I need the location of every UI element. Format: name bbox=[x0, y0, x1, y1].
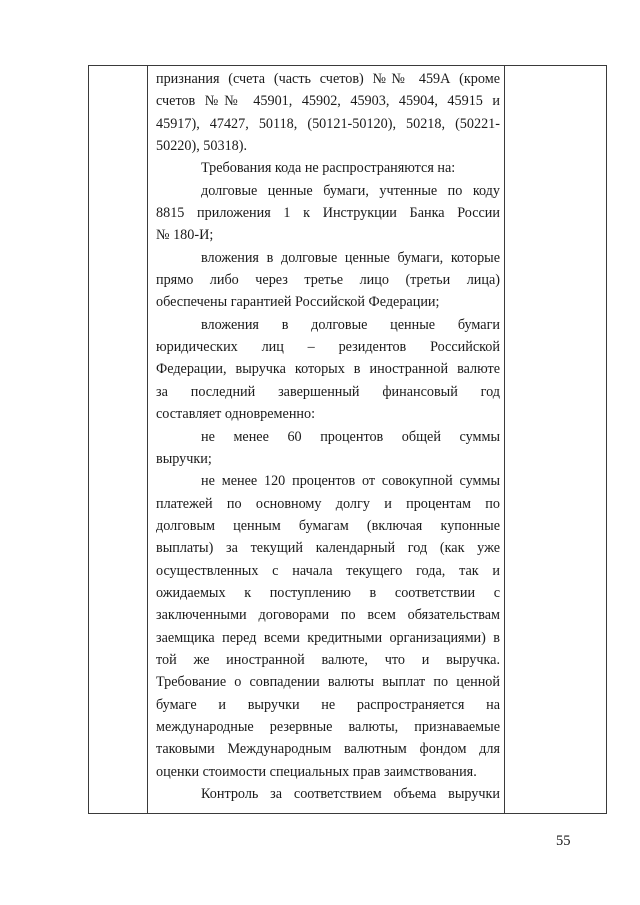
text-line: ожидаемых к поступлению в соответствии с bbox=[156, 584, 500, 601]
text-line: вложения в долговые ценные бумаги bbox=[201, 316, 500, 333]
table-column-divider-left bbox=[147, 66, 148, 813]
text-line: Требование о совпадении валюты выплат по ценной bbox=[156, 674, 500, 691]
text-line: обеспечены гарантией Российской Федерации; bbox=[156, 294, 440, 311]
text-line: выручки; bbox=[156, 450, 212, 467]
text-line: № 180-И; bbox=[156, 227, 214, 244]
text-line: 45917), 47427, 50118, (50121-50120), 50218, (50221- bbox=[156, 115, 500, 132]
text-line: признания (счета (часть счетов) №№ 459А (кроме bbox=[156, 71, 500, 87]
text-line: 8815 приложения 1 к Инструкции Банка России bbox=[156, 205, 500, 222]
text-line: Контроль за соответствием объема выручки bbox=[201, 786, 500, 802]
text-line: заключенными договорами по всем обязательствам bbox=[156, 607, 500, 624]
text-line: счетов №№ 45901, 45902, 45903, 45904, 45915 и bbox=[156, 93, 500, 110]
text-line: не менее 120 процентов от совокупной суммы bbox=[201, 473, 500, 490]
text-line: международные резервные валюты, признаваемые bbox=[156, 718, 500, 735]
text-line: заемщика перед всеми кредитными организациями) в bbox=[156, 629, 500, 646]
document-table bbox=[88, 65, 607, 814]
text-line: за последний завершенный финансовый год bbox=[156, 383, 500, 400]
text-line: бумаге и выручки не распространяется на bbox=[156, 696, 500, 713]
text-line: Федерации, выручка которых в иностранной валюте bbox=[156, 361, 500, 378]
text-line: прямо либо через третье лицо (третьи лица) bbox=[156, 272, 500, 289]
text-line: составляет одновременно: bbox=[156, 406, 316, 423]
text-line: не менее 60 процентов общей суммы bbox=[201, 428, 500, 445]
table-text-cell bbox=[156, 68, 500, 805]
text-line: осуществленных с начала текущего года, так и bbox=[156, 562, 500, 579]
text-line: долговым ценным бумагам (включая купонные bbox=[156, 517, 500, 534]
table-column-divider-right bbox=[504, 66, 505, 813]
text-line: платежей по основному долгу и процентам по bbox=[156, 495, 500, 512]
text-line: юридических лиц – резидентов Российской bbox=[156, 339, 500, 356]
page-number: 55 bbox=[556, 833, 571, 849]
text-line: 50220), 50318). bbox=[156, 138, 248, 155]
text-line: той же иностранной валюте, что и выручка. bbox=[156, 651, 500, 668]
text-line: Требования кода не распространяются на: bbox=[201, 160, 456, 177]
text-line: долговые ценные бумаги, учтенные по коду bbox=[201, 182, 500, 199]
text-line: вложения в долговые ценные бумаги, которые bbox=[201, 249, 500, 266]
text-line: выплаты) за текущий календарный год (как уже bbox=[156, 540, 500, 557]
text-line: таковыми Международным валютным фондом для bbox=[156, 741, 500, 758]
text-line: оценки стоимости специальных прав заимствования. bbox=[156, 763, 477, 780]
